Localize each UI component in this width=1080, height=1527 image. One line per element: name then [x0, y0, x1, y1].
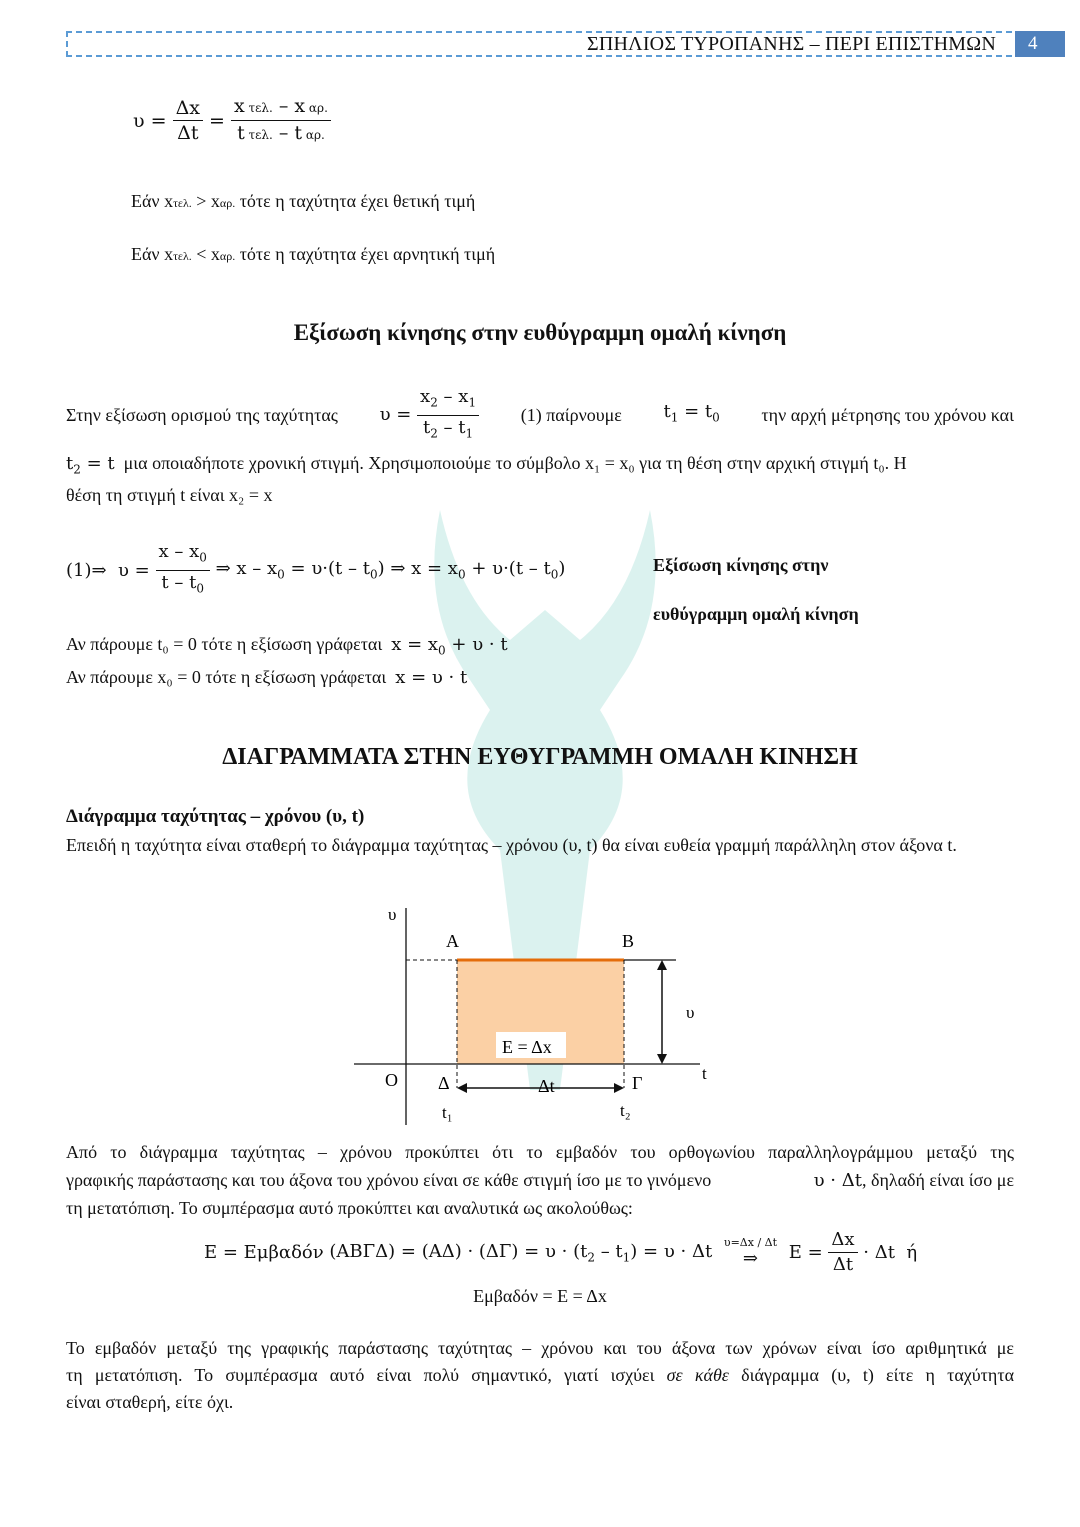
equation-label-line-1: Εξίσωση κίνησης στην [653, 555, 829, 575]
positive-velocity-line: Εάν xτελ. > xαρ. τότε η ταχύτητα έχει θετική τιμή [131, 191, 476, 211]
point-A-label: Α [446, 931, 459, 951]
page-number: 4 [1015, 31, 1065, 57]
v-height-label: υ [686, 1003, 695, 1022]
conclusion-line-3: είναι σταθερή, είτε όχι. [66, 1392, 234, 1412]
area-paragraph-line-3: τη μετατόπιση. Το συμπέρασμα αυτό προκύπτει και αναλυτικά ως ακολούθως: [66, 1198, 633, 1218]
area-equation: Ε = Εμβαδόν $(AB\Gamma\Delta) = (A\Delta) \cdot (\Delta\Gamma) = \upsilon \cdot (t_2 - t_1) = \upsilon \cdot \Delta t$ υ=Δx / Δt ⇒ Ε = $\frac{\Delta x}{\Delta t}$ · Δt ή [204, 1229, 918, 1275]
point-B-label: Β [622, 931, 635, 951]
section-title-diagrams: ΔΙΑΓΡΑΜΜΑΤΑ ΣΤΗΝ ΕΥΘΥΓΡΑΜΜΗ ΟΜΑΛΗ ΚΙΝΗΣΗ [222, 744, 858, 770]
case-t0-zero: Αν πάρουμε t₀ = 0 τότε η εξίσωση γράφεται $x = x_0 + \upsilon \cdot t$ [66, 634, 508, 658]
case-x0-zero: Αν πάρουμε x₀ = 0 τότε η εξίσωση γράφεται x = υ · t [66, 667, 468, 688]
dt-arrow-head-right [614, 1083, 624, 1093]
velocity-definition-formula: υ = $\frac{\Delta x}{\Delta t}$ = $\frac{\text{x τελ. – x αρ.}}{\text{t τελ. – t αρ.}}$ [133, 94, 331, 147]
subtitle-velocity-time: Διάγραμμα ταχύτητας – χρόνου (υ, t) [66, 806, 365, 827]
motion-equation-derivation: (1)⇒ υ = $\frac{x - x_0}{t - t_0}$ ⇒ $x - x_0 = \upsilon\cdot(t - t_0)$ ⇒ $x = x_0 + \upsilon\cdot(t - t_0)$ [66, 541, 566, 596]
t1-label: t₁ [442, 1103, 453, 1122]
velocity-constant-paragraph: Επειδή η ταχύτητα είναι σταθερή το διάγραμμα ταχύτητας – χρόνου (υ, t) θα είναι ευθεία γραμμή παράλληλη στον άξονα t. [66, 835, 957, 855]
dt-label: Δt [538, 1076, 555, 1096]
t2-label: t₂ [620, 1101, 631, 1120]
velocity-time-diagram [350, 900, 720, 1130]
origin-label: O [385, 1070, 398, 1090]
equation-intro-line-2: $t_2 = t$ μια οποιαδήποτε χρονική στιγμή. Χρησιμοποιούμε το σύμβολο x₁ = x₀ για τη θέση στην αρχική στιγμή t₀. Η [66, 453, 907, 477]
area-paragraph-line-2: γραφικής παράστασης και του άξονα του χρόνου είναι σε κάθε στιγμή ίσο με το γινόμενο υ · Δt, δηλαδή είναι ίσο με [66, 1170, 1014, 1191]
velocity-arrow-head-bottom [657, 1054, 667, 1064]
equation-label-line-2: ευθύγραμμη ομαλή κίνηση [653, 604, 859, 624]
y-axis-label: υ [388, 905, 397, 924]
velocity-arrow-head-top [657, 960, 667, 970]
negative-velocity-line: Εάν xτελ. < xαρ. τότε η ταχύτητα έχει αρνητική τιμή [131, 244, 496, 264]
section-title-equation: Εξίσωση κίνησης στην ευθύγραμμη ομαλή κίνηση [293, 320, 787, 345]
area-paragraph-line-1: Από το διάγραμμα ταχύτητας – χρόνου προκύπτει ότι το εμβαδόν του ορθογωνίου παραλληλογράμμου μεταξύ της [66, 1142, 1014, 1162]
area-label: Ε = Δx [502, 1037, 552, 1057]
conclusion-line-2: τη μετατόπιση. Το συμπέρασμα αυτό είναι πολύ σημαντικό, γιατί ισχύει σε κάθε διάγραμμα (υ, t) είτε η ταχύτητα [66, 1365, 1014, 1385]
equation-intro-line: Στην εξίσωση ορισμού της ταχύτητας υ = $\frac{x_2 - x_1}{t_2 - t_1}$ (1) παίρνουμε $t_1 = t_0$ την αρχή μέτρησης του χρόνου και [66, 386, 1014, 441]
x-axis-label: t [702, 1064, 707, 1083]
point-G-label: Γ [632, 1073, 643, 1093]
conclusion-line-1: Το εμβαδόν μεταξύ της γραφικής παράστασης ταχύτητας – χρόνου και του άξονα των χρόνων είναι ίσο αριθμητικά με [66, 1338, 1014, 1358]
header-title: ΣΠΗΛΙΟΣ ΤΥΡΟΠΑΝΗΣ – ΠΕΡΙ ΕΠΙΣΤΗΜΩΝ [586, 33, 996, 55]
area-result: Εμβαδόν = Ε = Δx [473, 1286, 607, 1306]
dt-arrow-head-left [457, 1083, 467, 1093]
point-D-label: Δ [438, 1073, 450, 1093]
equation-intro-line-3: θέση τη στιγμή t είναι x₂ = x [66, 485, 273, 505]
